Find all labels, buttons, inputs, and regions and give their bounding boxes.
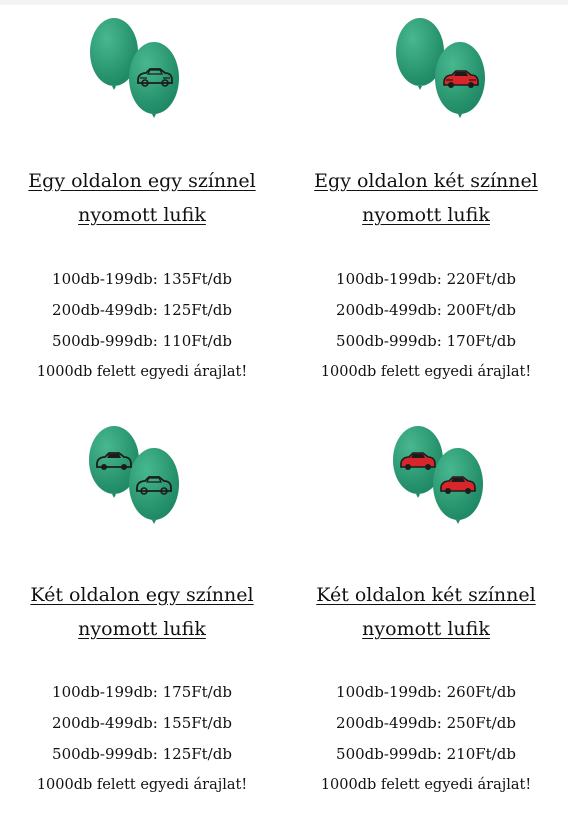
balloons-one-side-one-color-icon <box>82 14 202 142</box>
card-title-line2: nyomott lufik <box>78 204 206 226</box>
card-title <box>0 578 284 646</box>
balloons-two-sides-two-color-icon <box>388 418 508 546</box>
card-title <box>0 164 284 232</box>
card-title-line1: Két oldalon két színnel <box>316 584 536 606</box>
price-tier: 500db-999db: 110Ft/db <box>52 332 232 350</box>
price-tier: 100db-199db: 220Ft/db <box>336 270 516 288</box>
card-title-line2: nyomott lufik <box>78 618 206 640</box>
price-tier: 500db-999db: 125Ft/db <box>52 745 232 763</box>
card-title <box>284 578 568 646</box>
card-title-line2: nyomott lufik <box>362 204 490 226</box>
price-list <box>284 677 568 801</box>
price-tier: 200db-499db: 125Ft/db <box>52 301 232 319</box>
custom-quote-note: 1000db felett egyedi árajlat! <box>36 364 248 380</box>
balloons-two-sides-one-color-icon <box>82 418 202 546</box>
price-tier: 200db-499db: 250Ft/db <box>336 714 516 732</box>
custom-quote-note: 1000db felett egyedi árajlat! <box>36 777 248 793</box>
price-tier: 200db-499db: 200Ft/db <box>336 301 516 319</box>
custom-quote-note: 1000db felett egyedi árajlat! <box>320 777 532 793</box>
price-tier: 500db-999db: 170Ft/db <box>336 332 516 350</box>
price-tier: 200db-499db: 155Ft/db <box>52 714 232 732</box>
price-tier: 500db-999db: 210Ft/db <box>336 745 516 763</box>
price-list <box>284 264 568 388</box>
price-tier: 100db-199db: 260Ft/db <box>336 683 516 701</box>
card-title-line1: Két oldalon egy színnel <box>30 584 254 606</box>
price-list <box>0 677 284 801</box>
custom-quote-note: 1000db felett egyedi árajlat! <box>320 364 532 380</box>
card-title-line1: Egy oldalon egy színnel <box>28 170 256 192</box>
price-tier: 100db-199db: 135Ft/db <box>52 270 232 288</box>
balloons-one-side-two-color-icon <box>388 14 508 142</box>
card-title-line1: Egy oldalon két színnel <box>314 170 538 192</box>
card-title <box>284 164 568 232</box>
price-list <box>0 264 284 388</box>
card-title-line2: nyomott lufik <box>362 618 490 640</box>
price-tier: 100db-199db: 175Ft/db <box>52 683 232 701</box>
